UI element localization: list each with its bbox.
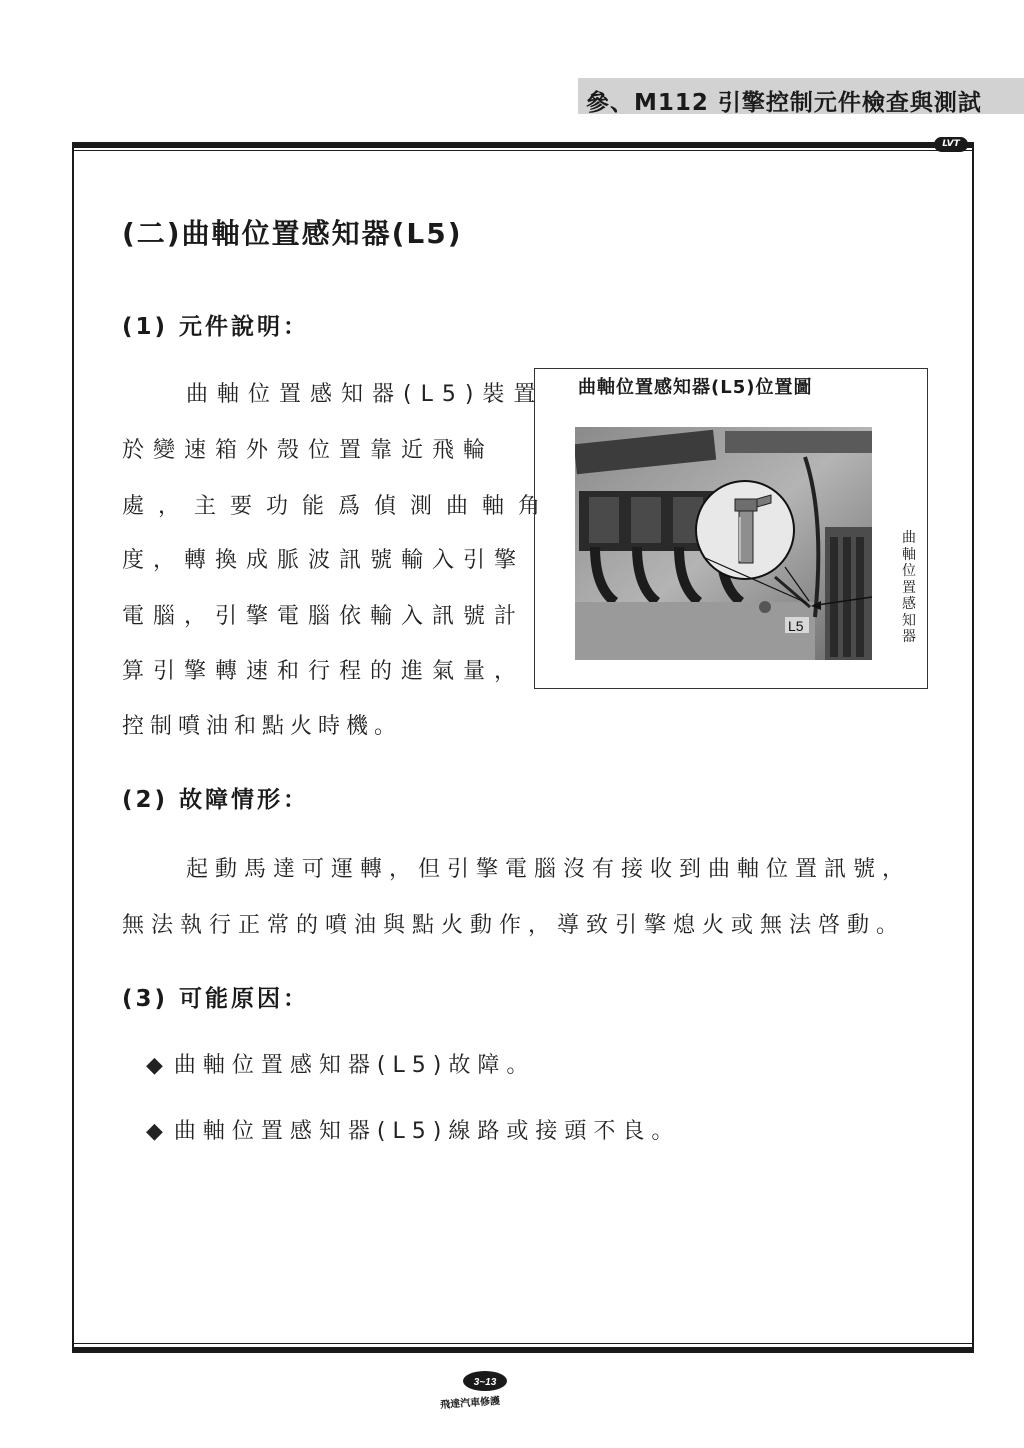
crank-sensor	[739, 509, 753, 563]
subheading-fault-symptom: (2) 故障情形：	[122, 787, 310, 813]
top-rule	[72, 142, 974, 148]
paragraph-line: 度，轉換成脈波訊號輸入引擎	[122, 548, 526, 573]
diamond-bullet-icon: ◆	[146, 1053, 170, 1078]
subheading-possible-causes: (3) 可能原因：	[122, 986, 310, 1012]
page-number: 3~13	[473, 1377, 497, 1388]
list-item	[146, 1048, 535, 1079]
callout-label: L5	[788, 618, 804, 634]
section-title: (二)曲軸位置感知器(L5)	[122, 217, 463, 250]
paragraph-line: 控制噴油和點火時機。	[122, 714, 403, 739]
engine-block	[575, 602, 815, 660]
paragraph-line: 電腦，引擎電腦依輸入訊號計	[122, 604, 526, 629]
figure-caption: 曲軸位置感知器(L5)位置圖	[578, 377, 813, 398]
engine-photo	[575, 427, 872, 660]
corner-logo: LVT	[934, 137, 968, 152]
paragraph-line: 無法執行正常的噴油與點火動作，導致引擎熄火或無法啓動。	[122, 913, 906, 938]
paragraph-line: 起動馬達可運轉，但引擎電腦沒有接收到曲軸位置訊號，	[186, 857, 912, 882]
frame-right-border	[972, 142, 974, 1353]
frame-left-border	[72, 142, 74, 1353]
chapter-title: 參、M112 引擎控制元件檢查與測試	[586, 90, 982, 116]
paragraph-line: 處，主要功能爲偵測曲軸角	[122, 494, 555, 519]
paragraph-line: 算引擎轉速和行程的進氣量，	[122, 659, 526, 684]
paragraph-line: 於變速箱外殼位置靠近飛輪	[122, 438, 495, 463]
bottom-rule	[72, 1347, 974, 1353]
list-item-text: 曲軸位置感知器(L5)線路或接頭不良。	[173, 1119, 681, 1144]
list-item-text: 曲軸位置感知器(L5)故障。	[173, 1053, 536, 1078]
paragraph-line: 曲軸位置感知器(L5)裝置	[186, 382, 545, 407]
bottom-rule-thin	[72, 1343, 974, 1344]
page-number-badge	[462, 1370, 508, 1392]
engine-top-cover	[725, 431, 872, 453]
publisher-logo-text: 飛達汽車修護	[439, 1395, 501, 1412]
top-rule-thin	[72, 150, 974, 151]
subheading-component-description: (1) 元件說明：	[122, 314, 310, 340]
list-item	[146, 1114, 680, 1145]
vertical-side-label: 曲軸位置感知器	[902, 530, 916, 645]
diamond-bullet-icon: ◆	[146, 1119, 170, 1144]
